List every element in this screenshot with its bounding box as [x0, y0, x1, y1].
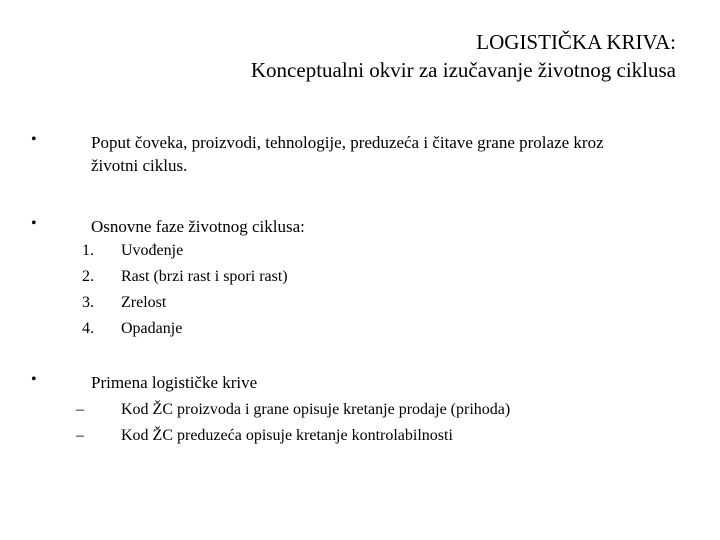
- list-item: [0, 316, 720, 342]
- application-dash-list: [0, 397, 720, 449]
- list-number: 4.: [82, 320, 94, 337]
- list-item: [0, 290, 720, 316]
- phases-numbered-list: [0, 238, 720, 342]
- list-label: Opadanje: [121, 320, 183, 337]
- slide-title: [251, 28, 676, 84]
- bullet-text: Osnovne faze životnog ciklusa:: [91, 217, 305, 236]
- dash-marker: –: [76, 427, 84, 444]
- list-label: Zrelost: [121, 294, 167, 311]
- bullet-text: Poput čoveka, proizvodi, tehnologije, preduzeća i čitave grane prolaze kroz životni ciklus.: [91, 133, 604, 175]
- bullet-marker: •: [31, 215, 37, 232]
- list-label: Kod ŽC proizvoda i grane opisuje kretanje prodaje (prihoda): [121, 401, 511, 418]
- list-label: Rast (brzi rast i spori rast): [121, 268, 288, 285]
- bullet-marker: •: [31, 131, 37, 148]
- slide-title-line-2: Konceptualni okvir za izučavanje životnog ciklusa: [250, 58, 676, 82]
- bullet-text: Primena logističke krive: [91, 373, 258, 392]
- list-item: [0, 397, 720, 423]
- dash-marker: –: [76, 401, 84, 418]
- list-label: Uvođenje: [121, 242, 184, 259]
- list-number: 2.: [82, 268, 94, 285]
- bullet-marker: •: [31, 371, 37, 388]
- list-item: [0, 238, 720, 264]
- list-label: Kod ŽC preduzeća opisuje kretanje kontrolabilnosti: [121, 427, 453, 444]
- list-item: [0, 264, 720, 290]
- slide-title-line-1: LOGISTIČKA KRIVA:: [476, 30, 676, 54]
- list-number: 3.: [82, 294, 94, 311]
- list-number: 1.: [82, 242, 94, 259]
- list-item: [0, 423, 720, 449]
